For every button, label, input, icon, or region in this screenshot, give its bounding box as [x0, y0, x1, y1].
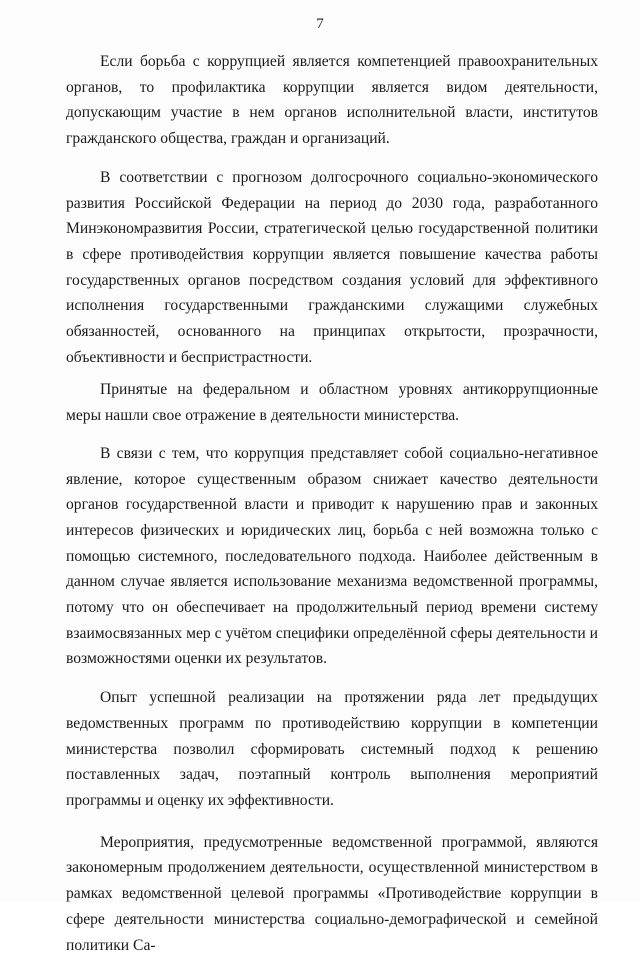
paragraph-2: В соответствии с прогнозом долгосрочного социально-экономического развития Российской Федерации на период до 2030 года, разработанного Минэкономразвития России, стратегической целью государственной политики в сфере противодействия коррупции является повышение качества работы государственных органов посредством создания условий для эффективного исполнения государственными гражданскими служащими служебных обязанностей, основанного на принципах открытости, прозрачности, объективности и беспристрастности. [66, 168, 598, 366]
paragraph-1: Если борьба с коррупцией является компетенцией правоохранительных органов, то профилактика коррупции является видом деятельности, допускающим участие в нем органов исполнительной власти, институтов гражданского общества, граждан и организаций. [66, 53, 598, 148]
body-text [66, 49, 598, 958]
paragraph-5: Опыт успешной реализации на протяжении ряда лет предыдущих ведомственных программ по противодействию коррупции в компетенции министерства позволил сформировать системный подход к решению поставленных задач, поэтапный контроль выполнения мероприятий программы и оценку их эффективности. [66, 689, 598, 809]
paragraph-4: В связи с тем, что коррупция представляет собой социально-негативное явление, которое существенным образом снижает качество деятельности органов государственной власти и приводит к нарушению прав и законных интересов физических и юридических лиц, борьба с ней возможна только с помощью системного, последовательного подхода. Наиболее действенным в данном случае является использование механизма ведомственной программы, потому что он обеспечивает на продолжительный период времени систему взаимосвязанных мер с учётом специфики определённой сферы деятельности и возможностями оценки их результатов. [66, 444, 598, 668]
paragraph-6: Мероприятия, предусмотренные ведомственной программой, являются закономерным продолжением деятельности, осуществленной министерством в рамках ведомственной целевой программы «Противодействие коррупции в сфере деятельности министерства социально-демографической и семейной политики Са- [66, 833, 598, 954]
page-number: 7 [316, 16, 324, 32]
paragraph-3: Принятые на федеральном и областном уровнях антикоррупционные меры нашли свое отражение в деятельности министерства. [66, 381, 598, 425]
